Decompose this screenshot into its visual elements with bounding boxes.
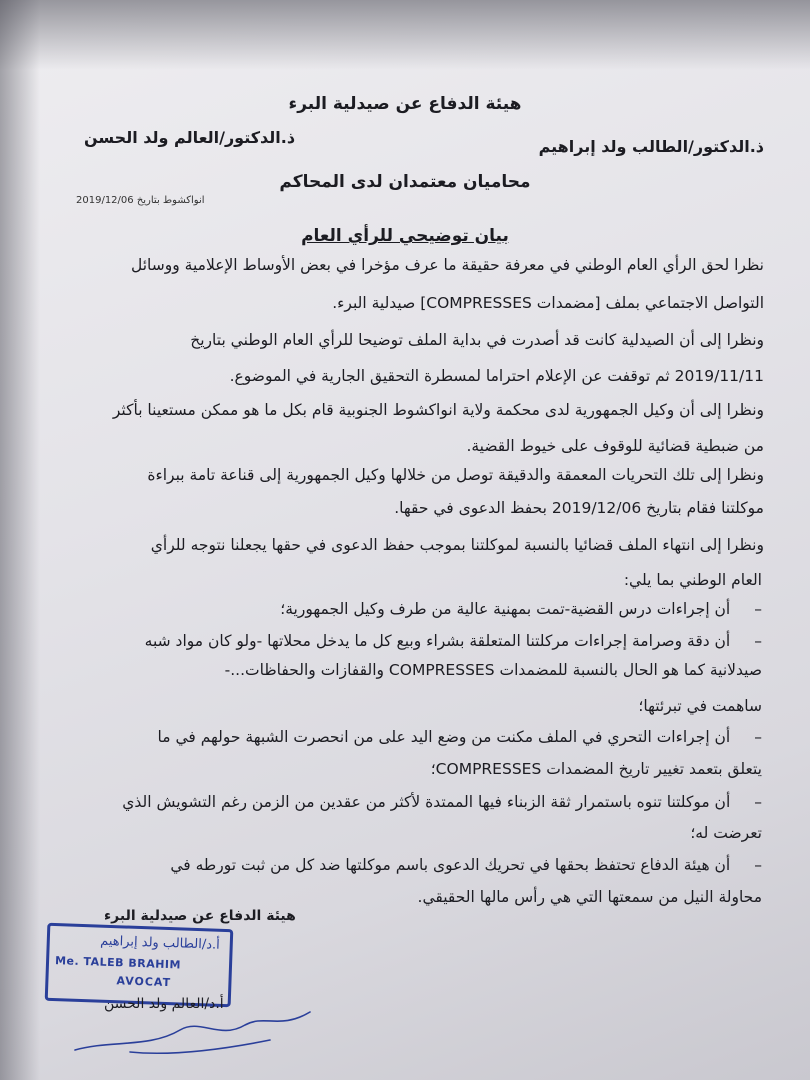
list-dash: –	[754, 600, 762, 618]
paragraph-line: التواصل الاجتماعي بملف [مضمدات COMPRESSES] صيدلية البرء.	[332, 294, 764, 312]
list-item-text: أن موكلتنا تنوه باستمرار ثقة الزبناء فيها الممتدة لأكثر من عقدين من الزمن رغم التشويش الذي	[122, 793, 731, 811]
page-shadow-left	[0, 0, 40, 1080]
list-item-continuation: تعرضت له؛	[690, 824, 762, 842]
list-item-text: أن إجراءات التحري في الملف مكنت من وضع اليد على من انحصرت الشبهة حولهم في ما	[157, 728, 731, 746]
page-shadow	[0, 0, 810, 70]
list-dash: –	[754, 793, 762, 811]
lawyer-name-right: ذ.الدكتور/الطالب ولد إبراهيم	[538, 137, 764, 156]
paragraph-line: العام الوطني بما يلي:	[623, 571, 762, 589]
list-dash: –	[754, 632, 762, 650]
accreditation-subtitle: محاميان معتمدان لدى المحاكم	[279, 172, 531, 192]
list-item-continuation: يتعلق بتعمد تغيير تاريخ المضمدات COMPRESSES؛	[430, 760, 762, 778]
list-item	[122, 795, 762, 811]
list-item-text: أن هيئة الدفاع تحتفظ بحقها في تحريك الدعوى باسم موكلتها ضد كل من ثبت تورطه في	[170, 856, 731, 874]
lawyer-name-left: ذ.الدكتور/العالم ولد الحسن	[84, 128, 296, 147]
list-item	[145, 634, 762, 650]
list-item-continuation: محاولة النيل من سمعتها التي هي رأس مالها الحقيقي.	[417, 888, 762, 906]
paragraph-line: ونظرا إلى انتهاء الملف قضائيا بالنسبة لموكلتنا بموجب حفظ الدعوى في حقها يجعلنا نتوجه للرأي	[150, 536, 764, 554]
organization-heading: هيئة الدفاع عن صيدلية البرء	[288, 94, 522, 114]
paragraph-line: 2019/11/11 ثم توقفت عن الإعلام احتراما لمسطرة التحقيق الجارية في الموضوع.	[229, 367, 764, 385]
paragraph-line: من ضبطية قضائية للوقوف على خيوط القضية.	[466, 437, 764, 455]
list-item-continuation: صيدلانية كما هو الحال بالنسبة للمضمدات COMPRESSES والقفازات والحفاظات...-	[224, 661, 762, 679]
list-dash: –	[754, 728, 762, 746]
signature-organization: هيئة الدفاع عن صيدلية البرء	[104, 908, 296, 924]
handwritten-signature	[70, 990, 330, 1060]
date-note: انواكشوط بتاريخ 2019/12/06	[76, 195, 205, 206]
stamp-arabic-name: أ.د/الطالب ولد إبراهيم	[99, 933, 220, 953]
stamp-role: AVOCAT	[116, 974, 172, 990]
statement-title: بيان توضيحي للرأي العام	[301, 226, 509, 246]
list-item-text: أن دقة وصرامة إجراءات مركلتنا المتعلقة بشراء وبيع كل ما يدخل محلاتها -ولو كان مواد شبه	[144, 632, 731, 650]
list-item	[280, 602, 762, 618]
paragraph-line: ونظرا إلى أن الصيدلية كانت قد أصدرت في بداية الملف توضيحا للرأي العام الوطني بتاريخ	[190, 331, 764, 349]
list-item	[158, 730, 763, 746]
list-dash: –	[754, 856, 762, 874]
paragraph-line: نظرا لحق الرأي العام الوطني في معرفة حقيقة ما عرف مؤخرا في بعض الأوساط الإعلامية ووسائل	[131, 256, 764, 274]
list-item-text: أن إجراءات درس القضية-تمت بمهنية عالية من طرف وكيل الجمهورية؛	[280, 600, 731, 618]
list-item	[170, 858, 762, 874]
list-item-continuation: ساهمت في تبرئتها؛	[638, 697, 762, 715]
paragraph-line: ونظرا إلى تلك التحريات المعمقة والدقيقة توصل من خلالها وكيل الجمهورية إلى قناعة تامة ببراءة	[147, 466, 764, 484]
paragraph-line: موكلتنا فقام بتاريخ 2019/12/06 بحفظ الدعوى في حقها.	[394, 499, 764, 517]
stamp-latin-name: Me. TALEB BRAHIM	[54, 954, 182, 972]
paragraph-line: ونظرا إلى أن وكيل الجمهورية لدى محكمة ولاية انواكشوط الجنوبية قام بكل ما هو ممكن مستعينا بأكثر	[112, 401, 764, 419]
signatory-name: أ.د/العالم ولد الحسن	[104, 996, 224, 1012]
